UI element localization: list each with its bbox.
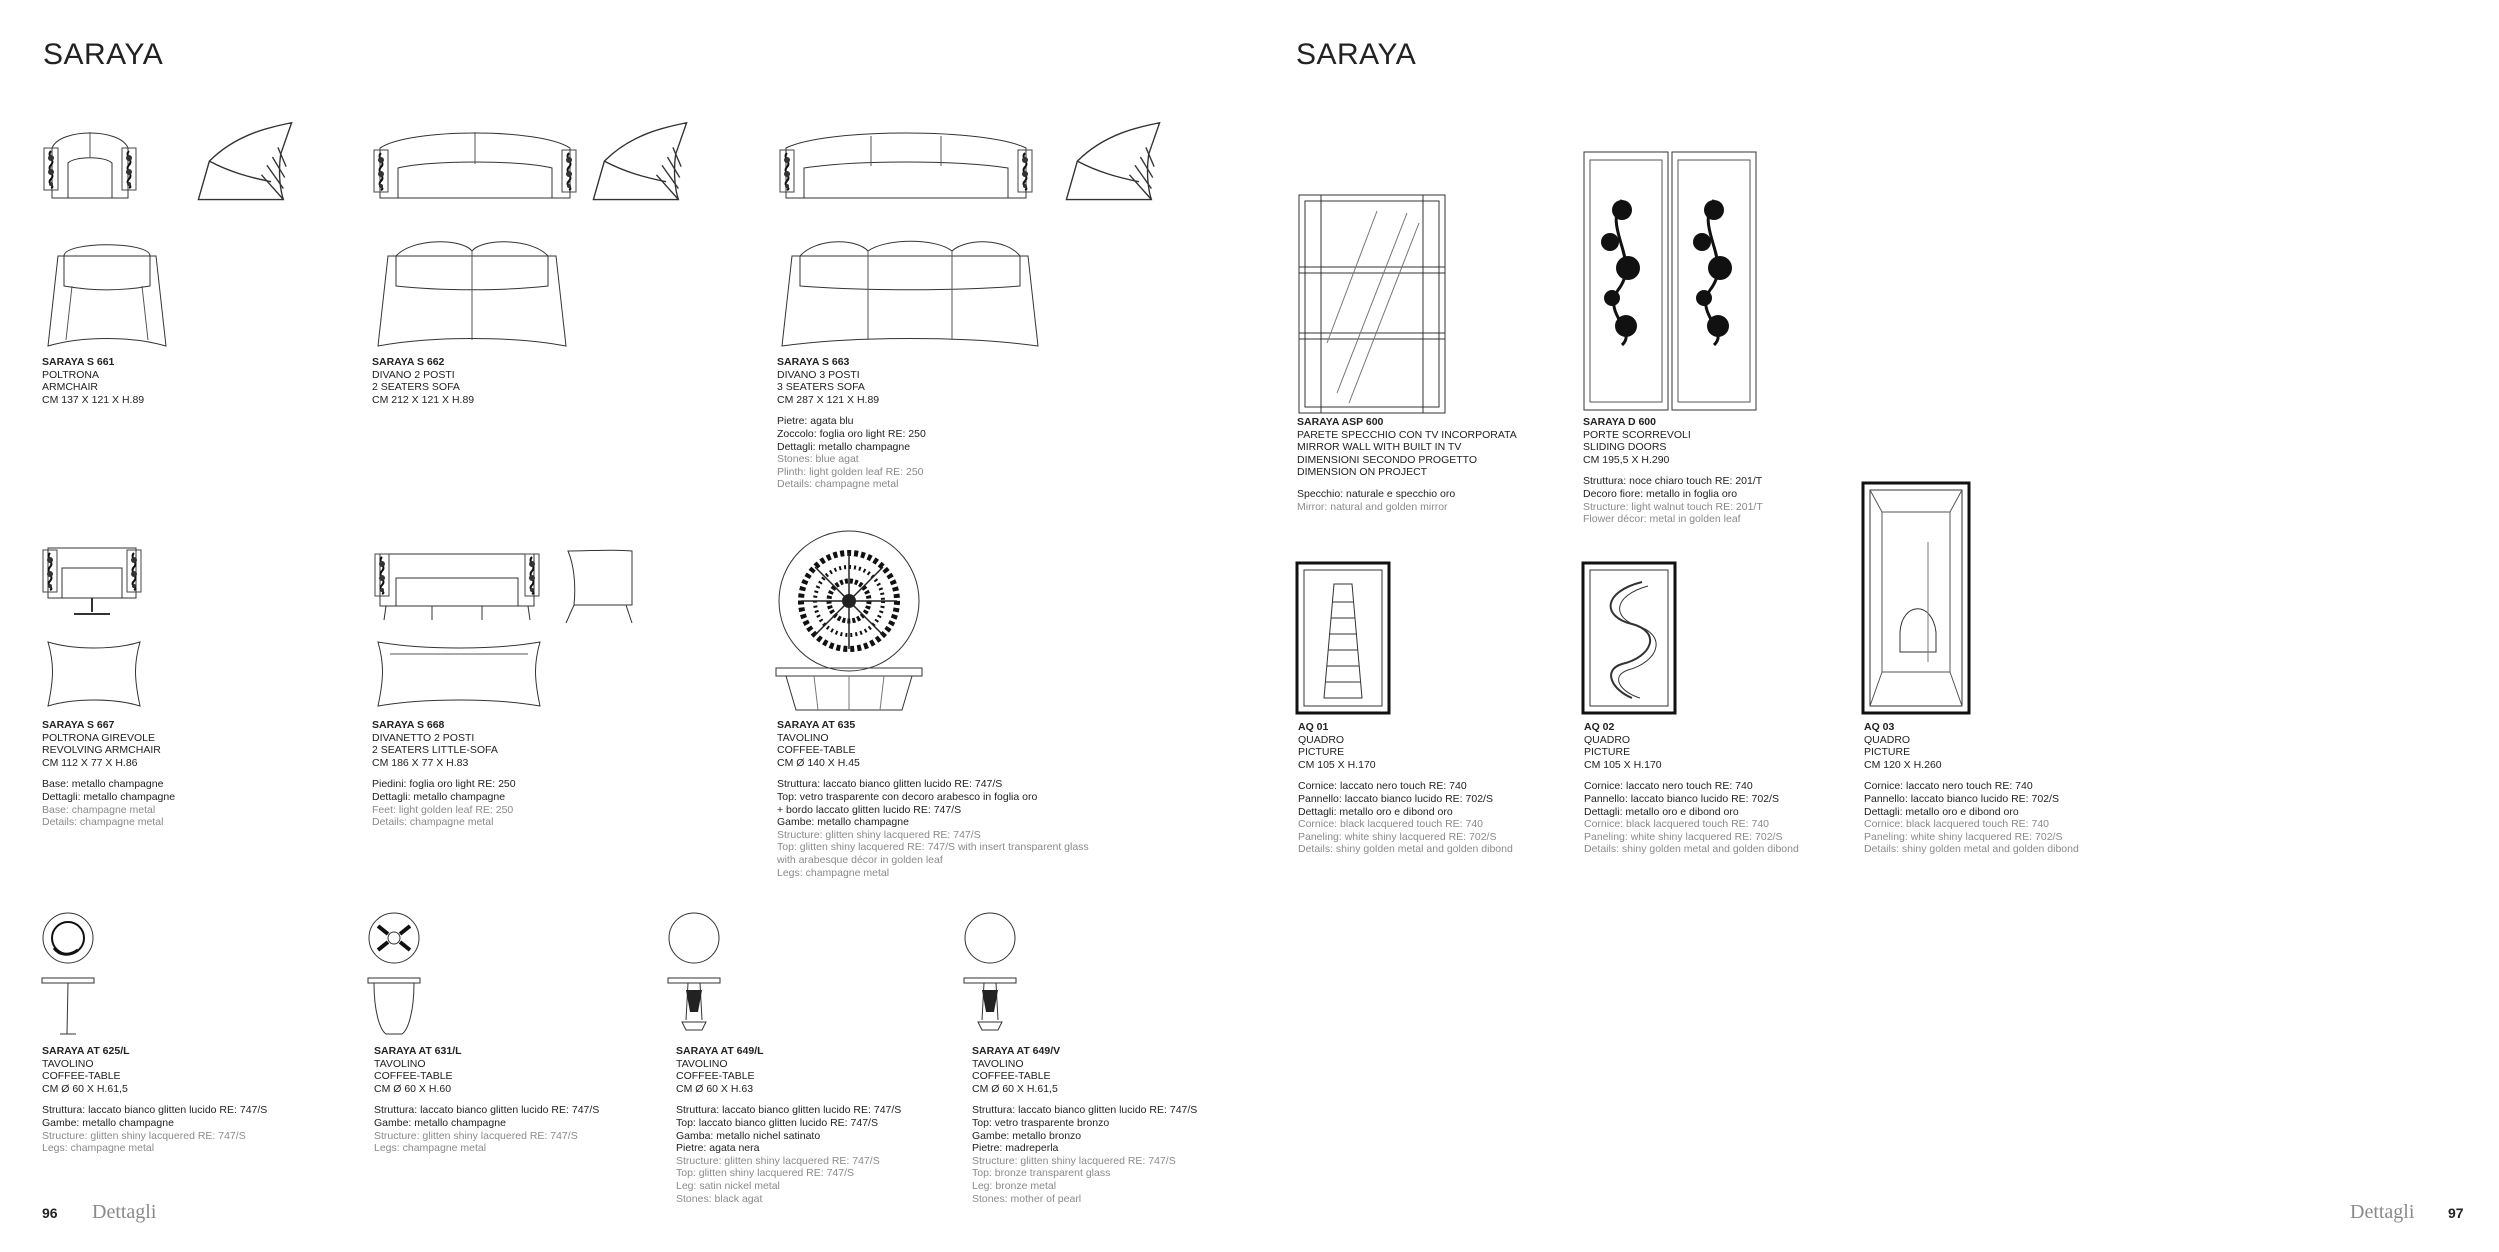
caption-line: DIVANETTO 2 POSTI — [372, 731, 475, 744]
caption-line: QUADRO — [1298, 733, 1345, 746]
material-en: Legs: champagne metal — [374, 1142, 487, 1155]
caption-s662 — [372, 356, 672, 406]
material-en: Feet: light golden leaf RE: 250 — [372, 803, 514, 816]
material-it: + bordo laccato glitten lucido RE: 747/S — [777, 803, 962, 816]
material-en: Legs: champagne metal — [777, 866, 890, 879]
material-it: Gambe: metallo champagne — [42, 1116, 174, 1129]
product-code: AQ 01 — [1298, 721, 1329, 733]
caption-line: 2 SEATERS SOFA — [372, 381, 460, 394]
material-it: Pannello: laccato bianco lucido RE: 702/S — [1864, 792, 2059, 805]
material-en: Leg: bronze metal — [972, 1179, 1057, 1192]
caption-line: DIVANO 2 POSTI — [372, 368, 455, 381]
caption-line: CM 105 X H.170 — [1584, 758, 1662, 771]
material-en: Cornice: black lacquered touch RE: 740 — [1864, 818, 2050, 831]
caption-line: COFFEE-TABLE — [777, 744, 856, 757]
material-en: Details: champagne metal — [42, 816, 164, 829]
material-it: Pannello: laccato bianco lucido RE: 702/S — [1584, 792, 1779, 805]
product-code: AQ 02 — [1584, 721, 1615, 733]
caption-line: COFFEE-TABLE — [374, 1070, 453, 1083]
material-en: Cornice: black lacquered touch RE: 740 — [1298, 818, 1484, 831]
material-it: Cornice: laccato nero touch RE: 740 — [1864, 780, 2033, 793]
table-at631l-drawing — [366, 912, 426, 1042]
material-it: Dettagli: metallo champagne — [42, 790, 176, 803]
material-en: Structure: glitten shiny lacquered RE: 747/S — [42, 1129, 246, 1142]
sofa-s662-top-drawing — [372, 236, 572, 351]
caption-line: CM 212 X 121 X H.89 — [372, 393, 475, 406]
table-at635-top-drawing — [776, 528, 922, 674]
material-it: Pietre: madreperla — [972, 1142, 1059, 1155]
right-page-number: 97 — [2448, 1205, 2464, 1221]
material-it: Decoro fiore: metallo in foglia oro — [1583, 487, 1738, 500]
product-code: SARAYA S 662 — [372, 356, 445, 368]
material-en: Structure: glitten shiny lacquered RE: 747/S — [374, 1129, 578, 1142]
caption-line: MIRROR WALL WITH BUILT IN TV — [1297, 441, 1462, 454]
material-en: Structure: glitten shiny lacquered RE: 747/S — [676, 1154, 880, 1167]
material-en: Cornice: black lacquered touch RE: 740 — [1584, 818, 1770, 831]
material-en: Details: shiny golden metal and golden dibond — [1864, 843, 2079, 856]
table-at635-side-drawing — [774, 666, 924, 714]
caption-line: TAVOLINO — [972, 1057, 1024, 1070]
product-code: SARAYA S 668 — [372, 719, 445, 731]
caption-line: COFFEE-TABLE — [42, 1070, 121, 1083]
table-at649l-drawing — [664, 912, 724, 1042]
caption-at649v — [972, 1045, 1262, 1205]
caption-aq02 — [1584, 721, 1864, 856]
material-en: Details: champagne metal — [777, 478, 899, 491]
material-it: Zoccolo: foglia oro light RE: 250 — [777, 427, 926, 440]
product-code: SARAYA S 667 — [42, 719, 115, 731]
material-en: with arabesque décor in golden leaf — [777, 853, 943, 866]
caption-line: CM Ø 60 X H.63 — [676, 1082, 754, 1095]
left-page-title: SARAYA — [43, 38, 164, 71]
product-code: SARAYA ASP 600 — [1297, 416, 1384, 428]
picture-aq03-drawing — [1862, 482, 1970, 714]
material-it: Gambe: metallo champagne — [777, 816, 909, 829]
product-code: SARAYA D 600 — [1583, 416, 1656, 428]
material-en: Leg: satin nickel metal — [676, 1179, 780, 1192]
caption-line: TAVOLINO — [676, 1057, 728, 1070]
caption-line: COFFEE-TABLE — [972, 1070, 1051, 1083]
material-en: Details: shiny golden metal and golden dibond — [1298, 843, 1513, 856]
sofa-s662-front-drawing — [370, 118, 580, 208]
product-code: AQ 03 — [1864, 721, 1895, 733]
caption-s663 — [777, 356, 1107, 491]
caption-line: TAVOLINO — [777, 731, 829, 744]
caption-line: QUADRO — [1864, 733, 1911, 746]
material-it: Top: laccato bianco glitten lucido RE: 747/S — [676, 1116, 878, 1129]
product-code: SARAYA AT 631/L — [374, 1045, 462, 1057]
caption-line: POLTRONA — [42, 368, 99, 381]
right-page-title: SARAYA — [1296, 38, 1417, 71]
material-en: Stones: black agat — [676, 1192, 763, 1205]
material-it: Struttura: laccato bianco glitten lucido RE: 747/S — [676, 1104, 902, 1117]
material-en: Top: glitten shiny lacquered RE: 747/S — [676, 1167, 855, 1180]
caption-line: PICTURE — [1584, 746, 1631, 759]
sofa-s663-side-drawing — [1058, 120, 1168, 205]
armchair-s661-side-drawing — [190, 120, 300, 205]
caption-line: 2 SEATERS LITTLE-SOFA — [372, 744, 498, 757]
material-en: Details: shiny golden metal and golden dibond — [1584, 843, 1799, 856]
sofa-s668-side-drawing — [560, 545, 640, 625]
mirror-wall-asp600-drawing — [1297, 193, 1447, 415]
caption-line: CM 287 X 121 X H.89 — [777, 393, 880, 406]
sofa-s663-top-drawing — [776, 236, 1044, 351]
material-it: Gamba: metallo nichel satinato — [676, 1129, 821, 1142]
product-code: SARAYA AT 625/L — [42, 1045, 130, 1057]
material-en: Paneling: white shiny lacquered RE: 702/S — [1584, 830, 1783, 843]
armchair-s661-front-drawing — [40, 118, 140, 208]
material-it: Pietre: agata blu — [777, 415, 854, 428]
caption-line: CM Ø 140 X H.45 — [777, 756, 860, 769]
material-it: Dettagli: metallo oro e dibond oro — [1584, 805, 1739, 818]
caption-at635 — [777, 719, 1157, 879]
material-en: Plinth: light golden leaf RE: 250 — [777, 465, 924, 478]
caption-line: QUADRO — [1584, 733, 1631, 746]
armchair-s667-top-drawing — [44, 638, 144, 710]
sofa-s662-side-drawing — [585, 120, 695, 205]
caption-aq01 — [1298, 721, 1578, 856]
left-page-number: 96 — [42, 1205, 58, 1221]
picture-aq02-drawing — [1582, 562, 1676, 714]
armchair-s667-front-drawing — [40, 538, 144, 623]
material-it: Struttura: laccato bianco glitten lucido RE: 747/S — [777, 778, 1003, 791]
picture-aq01-drawing — [1296, 562, 1390, 714]
caption-line: CM 112 X 77 X H.86 — [42, 756, 138, 769]
product-code: SARAYA S 663 — [777, 356, 850, 368]
caption-line: CM 120 X H.260 — [1864, 758, 1942, 771]
material-it: Gambe: metallo champagne — [374, 1116, 506, 1129]
material-en: Top: glitten shiny lacquered RE: 747/S with insert transparent glass — [777, 841, 1089, 854]
material-it: Dettagli: metallo champagne — [372, 790, 506, 803]
caption-line: SLIDING DOORS — [1583, 441, 1667, 454]
material-en: Flower décor: metal in golden leaf — [1583, 513, 1741, 526]
material-it: Struttura: laccato bianco glitten lucido RE: 747/S — [374, 1104, 600, 1117]
caption-line: POLTRONA GIREVOLE — [42, 731, 156, 744]
caption-line: PICTURE — [1864, 746, 1911, 759]
material-en: Details: champagne metal — [372, 816, 494, 829]
caption-line: TAVOLINO — [374, 1057, 426, 1070]
table-at625l-drawing — [40, 912, 100, 1042]
material-it: Struttura: laccato bianco glitten lucido RE: 747/S — [972, 1104, 1198, 1117]
material-en: Structure: glitten shiny lacquered RE: 747/S — [972, 1154, 1176, 1167]
product-code: SARAYA AT 635 — [777, 719, 856, 731]
caption-at631l — [374, 1045, 674, 1155]
material-it: Struttura: noce chiaro touch RE: 201/T — [1583, 475, 1763, 488]
caption-line: CM Ø 60 X H.61,5 — [42, 1082, 128, 1095]
caption-line: PARETE SPECCHIO CON TV INCORPORATA — [1297, 428, 1517, 441]
caption-s668 — [372, 719, 672, 829]
material-en: Mirror: natural and golden mirror — [1297, 500, 1448, 513]
material-it: Pannello: laccato bianco lucido RE: 702/S — [1298, 792, 1493, 805]
material-it: Specchio: naturale e specchio oro — [1297, 487, 1456, 500]
table-at649v-drawing — [960, 912, 1020, 1042]
caption-aq03 — [1864, 721, 2144, 856]
caption-line: TAVOLINO — [42, 1057, 94, 1070]
armchair-s661-top-drawing — [42, 236, 172, 351]
material-it: Top: vetro trasparente con decoro arabesco in foglia oro — [777, 790, 1038, 803]
material-en: Top: bronze transparent glass — [972, 1167, 1111, 1180]
sliding-doors-d600-drawing — [1582, 150, 1758, 412]
caption-line: COFFEE-TABLE — [676, 1070, 755, 1083]
material-it: Gambe: metallo bronzo — [972, 1129, 1082, 1142]
material-en: Paneling: white shiny lacquered RE: 702/S — [1298, 830, 1497, 843]
right-section-label: Dettagli — [2350, 1201, 2415, 1223]
material-it: Cornice: laccato nero touch RE: 740 — [1298, 780, 1467, 793]
material-it: Dettagli: metallo oro e dibond oro — [1864, 805, 2019, 818]
material-en: Stones: blue agat — [777, 453, 859, 466]
caption-line: DIMENSIONI SECONDO PROGETTO — [1297, 453, 1478, 466]
caption-asp600 — [1297, 416, 1587, 513]
material-en: Base: champagne metal — [42, 803, 156, 816]
material-it: Cornice: laccato nero touch RE: 740 — [1584, 780, 1753, 793]
caption-line: DIVANO 3 POSTI — [777, 368, 860, 381]
material-en: Stones: mother of pearl — [972, 1192, 1082, 1205]
sofa-s668-front-drawing — [372, 540, 542, 625]
left-section-label: Dettagli — [92, 1201, 157, 1223]
caption-at649l — [676, 1045, 966, 1205]
caption-line: CM Ø 60 X H.61,5 — [972, 1082, 1058, 1095]
caption-line: DIMENSION ON PROJECT — [1297, 466, 1428, 479]
material-en: Legs: champagne metal — [42, 1142, 155, 1155]
material-it: Pietre: agata nera — [676, 1142, 760, 1155]
caption-line: CM 137 X 121 X H.89 — [42, 393, 145, 406]
product-code: SARAYA S 661 — [42, 356, 115, 368]
caption-line: REVOLVING ARMCHAIR — [42, 744, 161, 757]
material-en: Paneling: white shiny lacquered RE: 702/S — [1864, 830, 2063, 843]
sofa-s663-front-drawing — [776, 118, 1036, 208]
product-code: SARAYA AT 649/L — [676, 1045, 764, 1057]
caption-line: PORTE SCORREVOLI — [1583, 428, 1691, 441]
material-it: Top: vetro trasparente bronzo — [972, 1116, 1110, 1129]
caption-line: CM 105 X H.170 — [1298, 758, 1376, 771]
material-it: Dettagli: metallo champagne — [777, 440, 911, 453]
caption-line: PICTURE — [1298, 746, 1345, 759]
caption-s667 — [42, 719, 342, 829]
caption-line: CM 195,5 X H.290 — [1583, 453, 1670, 466]
caption-at625l — [42, 1045, 342, 1155]
material-it: Base: metallo champagne — [42, 778, 164, 791]
material-it: Piedini: foglia oro light RE: 250 — [372, 778, 516, 791]
caption-line: CM 186 X 77 X H.83 — [372, 756, 469, 769]
product-code: SARAYA AT 649/V — [972, 1045, 1061, 1057]
caption-line: 3 SEATERS SOFA — [777, 381, 865, 394]
caption-d600 — [1583, 416, 1873, 526]
caption-line: CM Ø 60 X H.60 — [374, 1082, 452, 1095]
caption-line: ARMCHAIR — [42, 381, 99, 394]
material-it: Struttura: laccato bianco glitten lucido RE: 747/S — [42, 1104, 268, 1117]
material-en: Structure: light walnut touch RE: 201/T — [1583, 500, 1763, 513]
caption-s661 — [42, 356, 342, 406]
material-en: Structure: glitten shiny lacquered RE: 747/S — [777, 828, 981, 841]
material-it: Dettagli: metallo oro e dibond oro — [1298, 805, 1453, 818]
sofa-s668-top-drawing — [374, 638, 544, 710]
